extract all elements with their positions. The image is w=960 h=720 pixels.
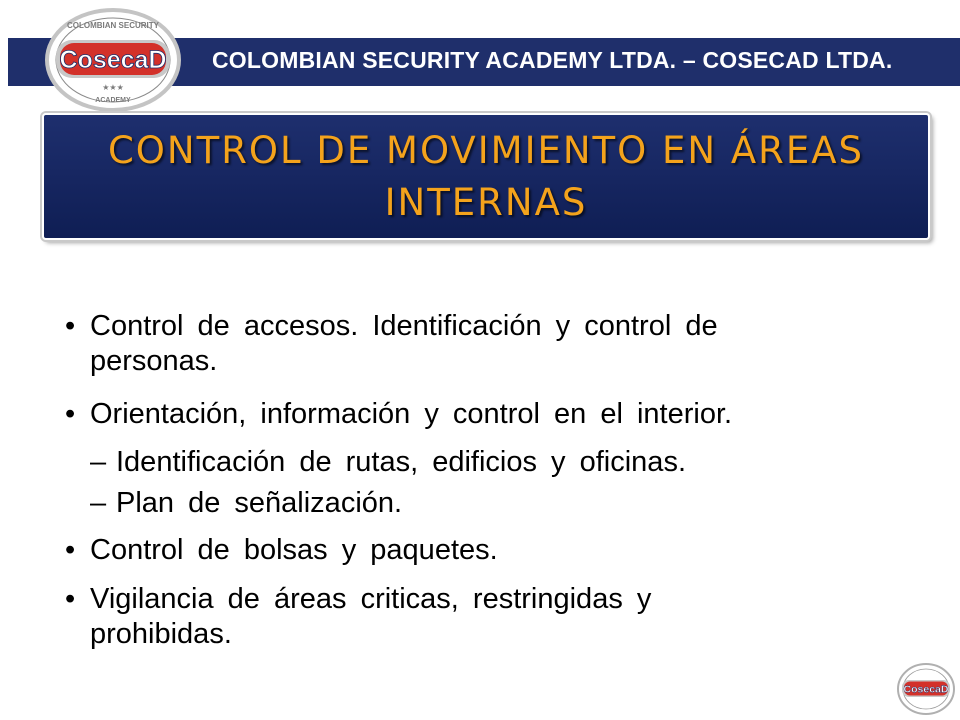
bullet-text <box>65 309 885 379</box>
bullet-dot: • <box>65 534 76 566</box>
logo-ring-bottom-text: ACADEMY <box>95 97 131 104</box>
sub-bullet-text: Identificación de rutas, edificios y oficinas. <box>116 446 686 478</box>
slide-title-line-1: CONTROL DE MOVIMIENTO EN ÁREAS <box>107 129 865 172</box>
bullet-item <box>65 309 885 379</box>
bullet-item <box>65 533 885 568</box>
bullet-item <box>65 582 885 652</box>
bullet-text-line: prohibidas. <box>90 618 232 650</box>
logo-brand-text: CosecaD <box>59 46 167 74</box>
logo-ring-top-text: COLOMBIAN SECURITY <box>67 21 159 30</box>
bullet-dot: • <box>65 398 76 430</box>
footer-logo-text: CosecaD <box>903 683 949 696</box>
bullet-dot: • <box>65 310 76 342</box>
bullet-text: Control de bolsas y paquetes. <box>90 534 498 566</box>
bullet-item <box>65 397 885 432</box>
slide-title-line-2: INTERNAS <box>384 181 588 224</box>
footer-logo <box>896 662 956 716</box>
sub-bullet-item <box>90 445 880 480</box>
bullet-dot: • <box>65 583 76 615</box>
sub-bullet-item <box>90 486 880 521</box>
bullet-text-line: Control de accesos. Identificación y control de <box>90 310 718 342</box>
sub-bullet-dash: – <box>90 487 107 519</box>
bullet-text: Orientación, información y control en el interior. <box>90 398 733 430</box>
sub-bullet-text: Plan de señalización. <box>116 487 403 519</box>
bullet-text <box>65 582 885 652</box>
header-title: COLOMBIAN SECURITY ACADEMY LTDA. – COSECAD LTDA. <box>212 47 893 73</box>
bullet-text-line: personas. <box>90 345 218 377</box>
logo-stars: ★★★ <box>102 83 124 92</box>
sub-bullet-dash: – <box>90 446 107 478</box>
bullet-text-line: Vigilancia de áreas criticas, restringidas y <box>90 583 652 615</box>
